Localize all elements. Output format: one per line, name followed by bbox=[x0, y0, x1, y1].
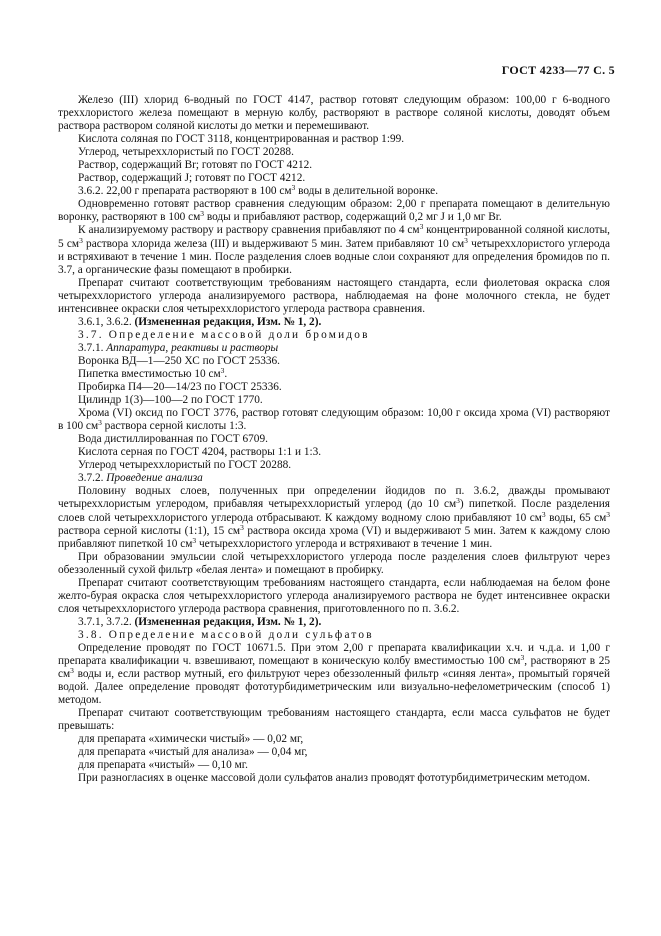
j-solution-paragraph: Раствор, содержащий J; готовят по ГОСТ 4212. bbox=[78, 172, 306, 185]
section-3-7-heading: 3.7. Определение массовой доли бромидов bbox=[78, 328, 370, 341]
distilled-water-item: Вода дистиллированная по ГОСТ 6709. bbox=[78, 433, 268, 446]
section-3-7-2-heading: 3.7.2. Проведение анализа bbox=[78, 472, 203, 485]
page-body bbox=[58, 94, 610, 785]
emulsion-paragraph: При образовании эмульсии слой четыреххлористого углерода после разделения слоев фильтруют через обеззоленный сухой фильтр «белая лента» и помещают в пробирку. bbox=[58, 550, 610, 576]
revision-note-3-6: 3.6.1, 3.6.2. (Измененная редакция, Изм. № 1, 2). bbox=[78, 315, 322, 328]
ccl4-paragraph: Углерод, четыреххлористый по ГОСТ 20288. bbox=[78, 146, 294, 159]
funnel-item: Воронка ВД—1—250 ХС по ГОСТ 25336. bbox=[78, 354, 280, 367]
limit-item-analytical: для препарата «чистый для анализа» — 0,04 мг, bbox=[78, 746, 308, 759]
section-3-8-heading: 3.8. Определение массовой доли сульфатов bbox=[78, 628, 374, 641]
br-solution-paragraph: Раствор, содержащий Br; готовят по ГОСТ 4212. bbox=[78, 159, 313, 172]
revision-note-3-7: 3.7.1, 3.7.2. (Измененная редакция, Изм. № 1, 2). bbox=[78, 615, 322, 628]
sulfuric-acid-item: Кислота серная по ГОСТ 4204, растворы 1:1 и 1:3. bbox=[78, 446, 322, 459]
limit-item-chemically-pure: для препарата «химически чистый» — 0,02 мг, bbox=[78, 733, 304, 746]
dispute-paragraph: При разногласиях в оценке массовой доли сульфатов анализ проводят фототурбидиметрическим методом. bbox=[78, 772, 591, 785]
hcl-paragraph: Кислота соляная по ГОСТ 3118, концентрированная и раствор 1:99. bbox=[78, 133, 405, 146]
page-header: ГОСТ 4233—77 С. 5 bbox=[501, 63, 615, 77]
section-3-7-1-heading: 3.7.1. Аппаратура, реактивы и растворы bbox=[78, 341, 279, 354]
reference-solution-paragraph: Одновременно готовят раствор сравнения следующим образом: 2,00 г препарата помещают в делительную воронку, растворяют в 100 $см^3$ воды и прибавляют раствор, содержащий 0,2 мг J и 1,0 мг Br. bbox=[58, 198, 610, 224]
chromium-oxide-paragraph: Хрома (VI) оксид по ГОСТ 3776, раствор готовят следующим образом: 10,00 г оксида хрома (VI) растворяют в 100 $см^3$ раствора серной кислоты 1:3. bbox=[58, 407, 610, 433]
bromide-criterion-paragraph: Препарат считают соответствующим требованиям настоящего стандарта, если наблюдаемая на белом фоне желто-бурая окраска слоя четыреххлористого углерода анализируемого раствора не будет интенсивнее окраски слоя четыреххлористого углерода раствора сравнения, приготовленного по п. 3.6.2. bbox=[58, 576, 610, 615]
ccl4-item: Углерод четыреххлористый по ГОСТ 20288. bbox=[78, 459, 292, 472]
test-tube-item: Пробирка П4—20—14/23 по ГОСТ 25336. bbox=[78, 381, 282, 394]
reagent-addition-paragraph: К анализируемому раствору и раствору сравнения прибавляют по 4 $см^3$ концентрированной соляной кислоты, 5 $см^3$ раствора хлорида железа (III) и выдерживают 5 мин. Затем прибавляют 10 $см^3$ четыреххлористого углерода и встряхивают в течение 1 мин. После разделения слоев водные слои сохраняют для определения бромидов по п. 3.7, а органические фазы помещают в пробирки. bbox=[58, 222, 610, 276]
pipette-item: Пипетка вместимостью 10 $см^3$. bbox=[78, 365, 228, 380]
section-3-6-2-paragraph: 3.6.2. 22,00 г препарата растворяют в 100 $см^3$ воды в делительной воронке. bbox=[78, 183, 439, 198]
iron-reagent-paragraph: Железо (III) хлорид 6-водный по ГОСТ 4147, раствор готовят следующим образом: 100,00 г 6-водного треххлористого железа помещают в мерную колбу, растворяют в растворе соляной кислоты, доводят объем раствора раствором соляной кислоты до метки и перемешивают. bbox=[58, 94, 610, 133]
sulfate-criterion-paragraph: Препарат считают соответствующим требованиям настоящего стандарта, если масса сульфатов не будет превышать: bbox=[58, 707, 610, 733]
cylinder-item: Цилиндр 1(3)—100—2 по ГОСТ 1770. bbox=[78, 394, 263, 407]
procedure-paragraph: Половину водных слоев, полученных при определении йодидов по п. 3.6.2, дважды промывают четыреххлористым углеродом, прибавляя четыреххлористый углерод (до 10 $см^3$) пипеткой. После разделения слоев слой четыреххлористого углерода отбрасывают. К каждому водному слою прибавляют 10 $см^3$ воды, 65 $см^3$ раствора серной кислоты (1:1), 15 $см^3$ раствора оксида хрома (VI) и выдерживают 5 мин. Затем к каждому слою прибавляют пипеткой 10 $см^3$ четыреххлористого углерода и встряхивают в течение 1 мин. bbox=[58, 485, 611, 550]
sulfate-method-paragraph: Определение проводят по ГОСТ 10671.5. При этом 2,00 г препарата квалификации х.ч. и ч.д.а. и 1,00 г препарата квалификации ч. взвешивают, помещают в коническую колбу вместимостью 100 $см^3$, растворяют в 25 $см^3$ воды и, если раствор мутный, его фильтруют через обеззоленный фильтр «синяя лента», промытый горячей водой. Далее определение проводят фототурбидиметрическим или визуально-нефелометрическим (способ 1) методом. bbox=[58, 641, 610, 707]
limit-item-pure: для препарата «чистый» — 0,10 мг. bbox=[78, 759, 248, 772]
iodide-criterion-paragraph: Препарат считают соответствующим требованиям настоящего стандарта, если фиолетовая окраска слоя четыреххлористого углерода анализируемого раствора, наблюдаемая на фоне молочного стекла, не будет интенсивнее окраски слоя четыреххлористого углерода раствора сравнения. bbox=[58, 276, 610, 315]
